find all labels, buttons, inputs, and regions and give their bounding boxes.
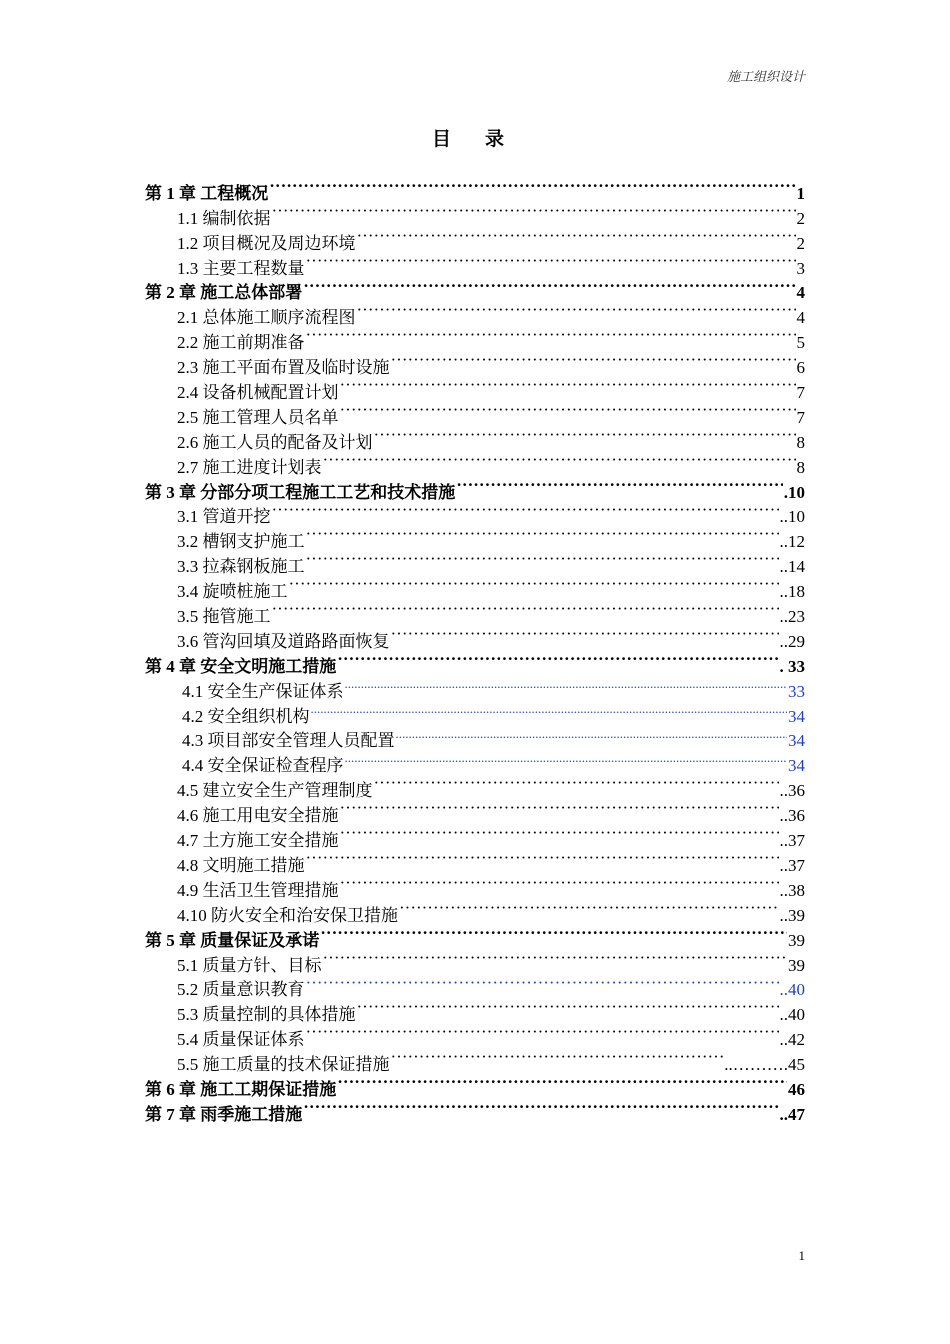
toc-dot-leader: [340, 871, 779, 896]
toc-dot-leader: [456, 473, 783, 498]
toc-dot-leader: [320, 921, 787, 946]
toc-entry-label: 3.2 槽钢支护施工: [177, 532, 305, 552]
toc-entry-page: 4: [796, 283, 805, 303]
toc-dot-leader: [306, 522, 779, 547]
toc-dot-leader: [391, 622, 779, 647]
toc-entry-page: 2: [796, 233, 805, 253]
toc-dot-leader: [340, 821, 779, 846]
toc-dot-leader: [306, 323, 796, 348]
toc-entry-label: 3.3 拉森钢板施工: [177, 557, 305, 577]
toc-entry-label: 2.2 施工前期准备: [177, 333, 305, 353]
toc-entry-page: ..29: [779, 631, 805, 651]
toc-dot-leader: [306, 971, 779, 996]
toc-entry-label: 第 4 章 安全文明施工措施: [145, 656, 337, 676]
toc-entry-page: ..47: [779, 1104, 805, 1124]
toc-entry-label: 3.6 管沟回填及道路路面恢复: [177, 631, 390, 651]
toc-dot-leader: [345, 672, 788, 697]
toc-entry-page: ..38: [779, 880, 805, 900]
toc-entry-label: 2.3 施工平面布置及临时设施: [177, 358, 390, 378]
toc-entry-page: ..12: [779, 532, 805, 552]
toc-dot-leader: [391, 1045, 724, 1070]
toc-dot-leader: [272, 597, 779, 622]
toc-dot-leader: [340, 796, 779, 821]
toc-entry-page: 6: [796, 358, 805, 378]
toc-entry-page: 7: [796, 407, 805, 427]
toc-entry-label: 4.5 建立安全生产管理制度: [177, 781, 373, 801]
toc-entry-label: 4.3 项目部安全管理人员配置: [182, 731, 395, 751]
toc-entry-page: 1: [796, 183, 805, 203]
toc-entry-page: ..36: [779, 806, 805, 826]
toc-entry-page: . 33: [779, 656, 805, 676]
toc-entry-page: 33: [788, 681, 805, 701]
toc-entry-label: 4.10 防火安全和治安保卫措施: [177, 905, 398, 925]
toc-dot-leader: [357, 995, 779, 1020]
toc-dot-leader: [272, 199, 796, 224]
toc-dot-leader: [289, 572, 779, 597]
toc-entry-page: 34: [788, 706, 805, 726]
toc-dot-leader: [340, 373, 796, 398]
toc-entry-label: 1.2 项目概况及周边环境: [177, 233, 356, 253]
toc-entry-page: 46: [788, 1079, 805, 1099]
toc-entry-page: .10: [783, 482, 805, 502]
toc-dot-leader: [306, 249, 796, 274]
toc-dot-leader: [340, 398, 796, 423]
toc-entry-label: 5.5 施工质量的技术保证措施: [177, 1055, 390, 1075]
toc-dot-leader: [269, 174, 795, 199]
toc-entry-page: 39: [788, 930, 805, 950]
toc-dot-leader: [306, 846, 779, 871]
toc-entry-page: 4: [796, 308, 805, 328]
toc-entry-label: 5.3 质量控制的具体措施: [177, 1005, 356, 1025]
toc-entry-page: 2: [796, 208, 805, 228]
toc-dot-leader: [391, 348, 796, 373]
toc-entry-page: 8: [796, 432, 805, 452]
toc-entry-label: 4.9 生活卫生管理措施: [177, 880, 339, 900]
toc-dot-leader: [303, 274, 795, 299]
toc-entry-page: ..39: [779, 905, 805, 925]
toc-entry-page: ..……….45: [724, 1055, 805, 1075]
toc-entry-page: ..36: [779, 781, 805, 801]
toc-entry-page: ..14: [779, 557, 805, 577]
toc-entry-label: 第 3 章 分部分项工程施工工艺和技术措施: [145, 482, 456, 502]
toc-entry-page: 34: [788, 731, 805, 751]
toc-dot-leader: [272, 498, 779, 523]
toc-dot-leader: [399, 896, 779, 921]
toc-entry-label: 3.5 拖管施工: [177, 607, 271, 627]
toc-entry-label: 5.1 质量方针、目标: [177, 955, 322, 975]
toc-entry-page: ..18: [779, 582, 805, 602]
toc-entry-label: 5.2 质量意识教育: [177, 980, 305, 1000]
toc-chapter-entry[interactable]: [145, 174, 805, 203]
toc-entry-label: 1.3 主要工程数量: [177, 258, 305, 278]
toc-entry-label: 4.1 安全生产保证体系: [182, 681, 344, 701]
toc-entry-page: ..40: [779, 980, 805, 1000]
toc-entry-page: ..23: [779, 607, 805, 627]
toc-dot-leader: [345, 746, 788, 771]
toc-entry-label: 4.6 施工用电安全措施: [177, 806, 339, 826]
page-number: 1: [798, 1248, 805, 1263]
toc-dot-leader: [337, 1070, 787, 1095]
toc-entry-page: 8: [796, 457, 805, 477]
toc-entry-label: 3.4 旋喷桩施工: [177, 582, 288, 602]
toc-dot-leader: [306, 547, 779, 572]
toc-dot-leader: [323, 448, 796, 473]
toc-dot-leader: [357, 224, 796, 249]
running-header: 施工组织设计: [726, 69, 805, 84]
toc-entry-label: 第 2 章 施工总体部署: [145, 283, 303, 303]
toc-dot-leader: [374, 423, 796, 448]
toc-entry-label: 1.1 编制依据: [177, 208, 271, 228]
toc-entry-label: 3.1 管道开挖: [177, 507, 271, 527]
toc-dot-leader: [337, 647, 778, 672]
table-of-contents: [145, 174, 805, 1124]
toc-entry-label: 2.6 施工人员的配备及计划: [177, 432, 373, 452]
toc-entry-page: ..40: [779, 1005, 805, 1025]
toc-dot-leader: [396, 722, 788, 747]
toc-entry-page: ..37: [779, 831, 805, 851]
toc-entry-page: 39: [788, 955, 805, 975]
toc-entry-page: 5: [796, 333, 805, 353]
toc-dot-leader: [303, 1095, 778, 1120]
toc-dot-leader: [311, 697, 788, 722]
toc-entry-label: 第 6 章 施工工期保证措施: [145, 1079, 337, 1099]
toc-entry-label: 2.4 设备机械配置计划: [177, 383, 339, 403]
toc-entry-label: 2.7 施工进度计划表: [177, 457, 322, 477]
toc-dot-leader: [374, 771, 779, 796]
toc-entry-label: 第 7 章 雨季施工措施: [145, 1104, 303, 1124]
toc-entry-label: 第 1 章 工程概况: [145, 183, 269, 203]
toc-entry-label: 5.4 质量保证体系: [177, 1030, 305, 1050]
toc-dot-leader: [323, 946, 788, 971]
toc-entry-label: 4.7 土方施工安全措施: [177, 831, 339, 851]
toc-entry-label: 4.2 安全组织机构: [182, 706, 310, 726]
toc-entry-page: ..10: [779, 507, 805, 527]
toc-entry-label: 4.8 文明施工措施: [177, 855, 305, 875]
toc-entry-label: 第 5 章 质量保证及承诺: [145, 930, 320, 950]
toc-entry-label: 2.1 总体施工顺序流程图: [177, 308, 356, 328]
toc-title: 目录: [431, 129, 538, 150]
toc-entry-page: 7: [796, 383, 805, 403]
toc-dot-leader: [306, 1020, 779, 1045]
toc-entry-page: ..37: [779, 855, 805, 875]
toc-entry-page: 3: [796, 258, 805, 278]
toc-dot-leader: [357, 298, 796, 323]
toc-entry-page: ..42: [779, 1030, 805, 1050]
toc-entry-label: 4.4 安全保证检查程序: [182, 756, 344, 776]
toc-entry-page: 34: [788, 756, 805, 776]
toc-entry-label: 2.5 施工管理人员名单: [177, 407, 339, 427]
